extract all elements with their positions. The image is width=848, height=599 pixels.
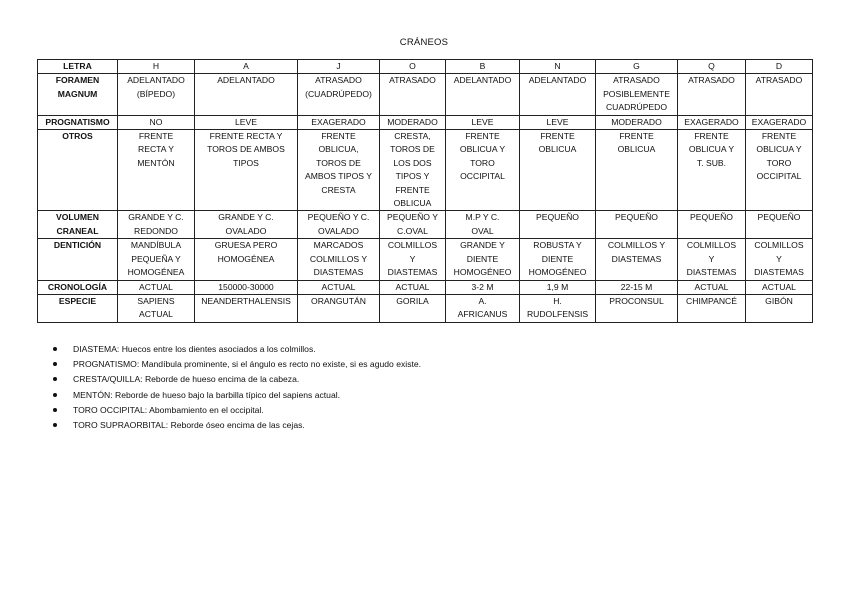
cell-line: REDONDO bbox=[134, 225, 178, 236]
cell-line: MARCADOS bbox=[313, 240, 364, 251]
cell-line: CRESTA bbox=[321, 184, 356, 195]
cell-line: PROGNATISMO bbox=[45, 116, 110, 127]
cell-line: TIPOS Y bbox=[395, 171, 430, 182]
cell-line: DENTICIÓN bbox=[53, 240, 102, 251]
cell-line: HOMOGÉNEA bbox=[217, 253, 275, 264]
cell-line: OCCIPITAL bbox=[756, 171, 802, 182]
cell-line: TORO bbox=[766, 157, 792, 168]
cell-line: OTROS bbox=[62, 131, 93, 142]
table-cell bbox=[520, 211, 596, 239]
table-cell bbox=[298, 211, 380, 239]
table-cell bbox=[118, 74, 195, 115]
table-cell bbox=[298, 74, 380, 115]
row-label bbox=[38, 115, 118, 129]
cell-line: Y bbox=[409, 253, 416, 264]
cell-line: HOMOGÉNEA bbox=[127, 267, 185, 278]
table-cell bbox=[520, 280, 596, 294]
definition-item: TORO OCCIPITAL: Abombamiento en el occipital. bbox=[48, 403, 421, 418]
cell-line: LEVE bbox=[471, 116, 494, 127]
definition-item: CRESTA/QUILLA: Reborde de hueso encima de la cabeza. bbox=[48, 372, 421, 387]
table-cell bbox=[195, 280, 298, 294]
cell-line: 150000-30000 bbox=[218, 281, 274, 292]
cell-line: COLMILLOS Y bbox=[607, 240, 666, 251]
table-cell bbox=[520, 74, 596, 115]
cell-line: ADELANTADO bbox=[217, 75, 275, 86]
table-cell bbox=[596, 294, 678, 322]
table-cell bbox=[746, 211, 813, 239]
cell-line: ATRASADO bbox=[389, 75, 436, 86]
table-cell bbox=[118, 115, 195, 129]
table-cell bbox=[520, 130, 596, 211]
table-cell bbox=[298, 239, 380, 280]
table-cell bbox=[746, 130, 813, 211]
cell-line: GRANDE Y bbox=[460, 240, 505, 251]
row-label bbox=[38, 239, 118, 280]
cell-line: FRENTE bbox=[321, 131, 356, 142]
cell-line: FRENTE RECTA Y bbox=[209, 131, 283, 142]
cell-line: LEVE bbox=[235, 116, 257, 127]
header-cell-letra: LETRA bbox=[38, 60, 118, 74]
table-cell bbox=[520, 115, 596, 129]
cell-line: COLMILLOS bbox=[754, 240, 804, 251]
cell-line: M.P Y C. bbox=[465, 212, 500, 223]
cell-line: 22-15 M bbox=[620, 281, 653, 292]
table-cell bbox=[678, 74, 746, 115]
table-row bbox=[38, 74, 813, 115]
table-cell bbox=[118, 280, 195, 294]
table-cell bbox=[118, 211, 195, 239]
cell-line: AMBOS TIPOS Y bbox=[304, 171, 373, 182]
cell-line: ACTUAL bbox=[694, 281, 729, 292]
table-cell bbox=[446, 211, 520, 239]
cell-line: FRENTE bbox=[761, 131, 797, 142]
table-cell bbox=[520, 294, 596, 322]
table-cell bbox=[446, 280, 520, 294]
cell-line: FRENTE bbox=[540, 131, 575, 142]
header-cell-j: J bbox=[298, 60, 380, 74]
table-cell bbox=[746, 280, 813, 294]
cell-line: GRANDE Y C. bbox=[128, 212, 184, 223]
cell-line: ORANGUTÁN bbox=[311, 295, 366, 306]
table-cell bbox=[380, 294, 446, 322]
cell-line: CRANEAL bbox=[56, 225, 99, 236]
table-cell bbox=[118, 130, 195, 211]
table-cell bbox=[195, 239, 298, 280]
table-cell bbox=[380, 130, 446, 211]
table-cell bbox=[298, 115, 380, 129]
cell-line: ESPECIE bbox=[58, 295, 97, 306]
table-row bbox=[38, 130, 813, 211]
page-title: CRÁNEOS bbox=[399, 37, 449, 48]
cell-line: FRENTE bbox=[619, 131, 654, 142]
row-label bbox=[38, 294, 118, 322]
header-cell-o: O bbox=[380, 60, 446, 74]
cell-line: DIASTEMAS bbox=[611, 253, 662, 264]
table-cell bbox=[380, 211, 446, 239]
cell-line: OBLICUA bbox=[538, 144, 577, 155]
table-row bbox=[38, 239, 813, 280]
cell-line: 1,9 M bbox=[546, 281, 569, 292]
table-cell bbox=[596, 280, 678, 294]
cell-line: PEQUEÑO bbox=[757, 212, 801, 223]
cell-line: ACTUAL bbox=[762, 281, 796, 292]
table-cell bbox=[596, 74, 678, 115]
table-cell bbox=[446, 115, 520, 129]
cell-line: RUDOLFENSIS bbox=[526, 309, 589, 320]
table-cell bbox=[678, 211, 746, 239]
cell-line: PEQUEÑO Y bbox=[387, 212, 438, 223]
cell-line: CRONOLOGÍA bbox=[47, 281, 108, 292]
cell-line: EXAGERADO bbox=[684, 116, 739, 127]
table-cell bbox=[298, 280, 380, 294]
cell-line: TORO bbox=[470, 157, 495, 168]
table-cell bbox=[678, 280, 746, 294]
table-row bbox=[38, 280, 813, 294]
cell-line: EXAGERADO bbox=[311, 116, 366, 127]
row-label bbox=[38, 280, 118, 294]
cell-line: COLMILLOS bbox=[387, 240, 438, 251]
cell-line: NO bbox=[149, 116, 163, 127]
cell-line: ADELANTADO bbox=[127, 75, 185, 86]
table-cell bbox=[298, 130, 380, 211]
cell-line: ROBUSTA Y bbox=[533, 240, 582, 251]
header-cell-b: B bbox=[446, 60, 520, 74]
cell-line: OBLICUA, bbox=[318, 144, 359, 155]
table-cell bbox=[380, 239, 446, 280]
header-cell-h: H bbox=[118, 60, 195, 74]
cell-line: FRENTE bbox=[395, 184, 430, 195]
table-cell bbox=[596, 115, 678, 129]
skull-comparison-table bbox=[37, 59, 813, 323]
cell-line: TIPOS bbox=[233, 157, 259, 168]
definition-item: PROGNATISMO: Mandíbula prominente, si el ángulo es recto no existe, si es agudo existe. bbox=[48, 357, 421, 372]
cell-line: OVALADO bbox=[318, 225, 359, 236]
cell-line: ACTUAL bbox=[139, 281, 173, 292]
cell-line: PEQUEÑO Y C. bbox=[307, 212, 370, 223]
cell-line: H. bbox=[553, 295, 562, 306]
cell-line: OBLICUA Y bbox=[688, 144, 735, 155]
cell-line: TOROS DE bbox=[316, 157, 361, 168]
cell-line: DIASTEMAS bbox=[754, 267, 804, 278]
cell-line: ADELANTADO bbox=[453, 75, 512, 86]
cell-line: TOROS DE bbox=[390, 144, 435, 155]
cell-line: MANDÍBULA bbox=[130, 240, 182, 251]
cell-line: OBLICUA bbox=[393, 198, 432, 209]
table-cell bbox=[380, 74, 446, 115]
cell-line: DIENTE bbox=[541, 253, 574, 264]
cell-line: FRENTE bbox=[138, 131, 174, 142]
cell-line: ATRASADO bbox=[688, 75, 735, 86]
cell-line: SAPIENS bbox=[137, 295, 175, 306]
table-cell bbox=[195, 74, 298, 115]
definitions-list bbox=[48, 342, 421, 433]
table-cell bbox=[195, 115, 298, 129]
table-header-row bbox=[38, 60, 813, 74]
table-cell bbox=[596, 211, 678, 239]
definition-item: DIASTEMA: Huecos entre los dientes asociados a los colmillos. bbox=[48, 342, 421, 357]
table-cell bbox=[746, 115, 813, 129]
table-cell bbox=[380, 280, 446, 294]
table-cell bbox=[118, 294, 195, 322]
cell-line: GRUESA PERO bbox=[214, 240, 278, 251]
table-cell bbox=[380, 115, 446, 129]
cell-line: C.OVAL bbox=[397, 225, 428, 236]
row-label bbox=[38, 74, 118, 115]
table-cell bbox=[746, 74, 813, 115]
cell-line: LOS DOS bbox=[393, 157, 432, 168]
cell-line: ACTUAL bbox=[321, 281, 356, 292]
cell-line: OVALADO bbox=[225, 225, 267, 236]
table-cell bbox=[118, 239, 195, 280]
cell-line: Y bbox=[776, 253, 782, 264]
table-row bbox=[38, 115, 813, 129]
header-cell-d: D bbox=[746, 60, 813, 74]
cell-line: 3-2 M bbox=[471, 281, 494, 292]
cell-line: PEQUEÑO bbox=[615, 212, 658, 223]
cell-line: COLMILLOS bbox=[686, 240, 737, 251]
table-cell bbox=[195, 130, 298, 211]
cell-line: PEQUEÑO bbox=[536, 212, 579, 223]
cell-line: GRANDE Y C. bbox=[218, 212, 274, 223]
cell-line: CUADRÚPEDO bbox=[605, 102, 668, 113]
header-cell-g: G bbox=[596, 60, 678, 74]
table-cell bbox=[446, 130, 520, 211]
cell-line: VOLUMEN bbox=[56, 212, 99, 223]
cell-line: FRENTE bbox=[465, 131, 500, 142]
definition-item: TORO SUPRAORBITAL: Reborde óseo encima de las cejas. bbox=[48, 418, 421, 433]
cell-line: OBLICUA bbox=[617, 144, 656, 155]
cell-line: ATRASADO bbox=[315, 75, 362, 86]
cell-line: NEANDERTHALENSIS bbox=[201, 295, 291, 306]
cell-line: ACTUAL bbox=[395, 281, 430, 292]
cell-line: DIENTE bbox=[466, 253, 499, 264]
cell-line: PEQUEÑA Y bbox=[131, 253, 181, 264]
cell-line: HOMOGÉNEO bbox=[528, 267, 587, 278]
header-cell-a: A bbox=[195, 60, 298, 74]
table-cell bbox=[678, 115, 746, 129]
cell-line: MAGNUM bbox=[57, 88, 98, 99]
cell-line: OCCIPITAL bbox=[460, 171, 505, 182]
table-cell bbox=[678, 239, 746, 280]
row-label bbox=[38, 130, 118, 211]
header-cell-q: Q bbox=[678, 60, 746, 74]
cell-line: ATRASADO bbox=[613, 75, 660, 86]
cell-line: MODERADO bbox=[611, 116, 662, 127]
cell-line: GIBÓN bbox=[765, 295, 793, 306]
table-cell bbox=[195, 211, 298, 239]
cell-line: COLMILLOS Y bbox=[309, 253, 368, 264]
cell-line: MODERADO bbox=[387, 116, 438, 127]
cell-line: TOROS DE AMBOS bbox=[207, 144, 285, 155]
cell-line: DIASTEMAS bbox=[313, 267, 364, 278]
cell-line: DIASTEMAS bbox=[387, 267, 438, 278]
cell-line: (CUADRÚPEDO) bbox=[305, 88, 372, 99]
cell-line: A. bbox=[478, 295, 487, 306]
table-cell bbox=[678, 294, 746, 322]
table-row bbox=[38, 294, 813, 322]
table-cell bbox=[678, 130, 746, 211]
cell-line: POSIBLEMENTE bbox=[603, 88, 670, 99]
table-cell bbox=[446, 239, 520, 280]
cell-line: RECTA Y bbox=[138, 144, 174, 155]
table-cell bbox=[746, 294, 813, 322]
cell-line: LEVE bbox=[546, 116, 569, 127]
cell-line: AFRICANUS bbox=[457, 309, 508, 320]
cell-line: OVAL bbox=[471, 225, 494, 236]
cell-line: FRENTE bbox=[694, 131, 729, 142]
cell-line: HOMOGÉNEO bbox=[453, 267, 512, 278]
cell-line: GORILA bbox=[396, 295, 429, 306]
row-label bbox=[38, 211, 118, 239]
table-cell bbox=[596, 130, 678, 211]
cell-line: PEQUEÑO bbox=[690, 212, 733, 223]
table-cell bbox=[520, 239, 596, 280]
cell-line: T. SUB. bbox=[696, 157, 727, 168]
header-cell-n: N bbox=[520, 60, 596, 74]
cell-line: OBLICUA Y bbox=[756, 144, 802, 155]
table-cell bbox=[746, 239, 813, 280]
cell-line: CHIMPANCÉ bbox=[686, 295, 737, 306]
cell-line: MENTÓN bbox=[137, 157, 175, 168]
table-cell bbox=[195, 294, 298, 322]
cell-line: ATRASADO bbox=[755, 75, 803, 86]
cell-line: PROCONSUL bbox=[609, 295, 664, 306]
table-cell bbox=[596, 239, 678, 280]
cell-line: Y bbox=[708, 253, 715, 264]
cell-line: (BÍPEDO) bbox=[136, 88, 176, 99]
table-cell bbox=[298, 294, 380, 322]
cell-line: DIASTEMAS bbox=[686, 267, 737, 278]
definition-item: MENTÓN: Reborde de hueso bajo la barbilla típico del sapiens actual. bbox=[48, 388, 421, 403]
table-cell bbox=[446, 74, 520, 115]
cell-line: ACTUAL bbox=[139, 309, 173, 320]
cell-line: OBLICUA Y bbox=[459, 144, 506, 155]
cell-line: CRESTA, bbox=[394, 131, 431, 142]
cell-line: EXAGERADO bbox=[751, 116, 807, 127]
table-row bbox=[38, 211, 813, 239]
table-cell bbox=[446, 294, 520, 322]
cell-line: ADELANTADO bbox=[528, 75, 587, 86]
cell-line: FORAMEN bbox=[55, 75, 100, 86]
